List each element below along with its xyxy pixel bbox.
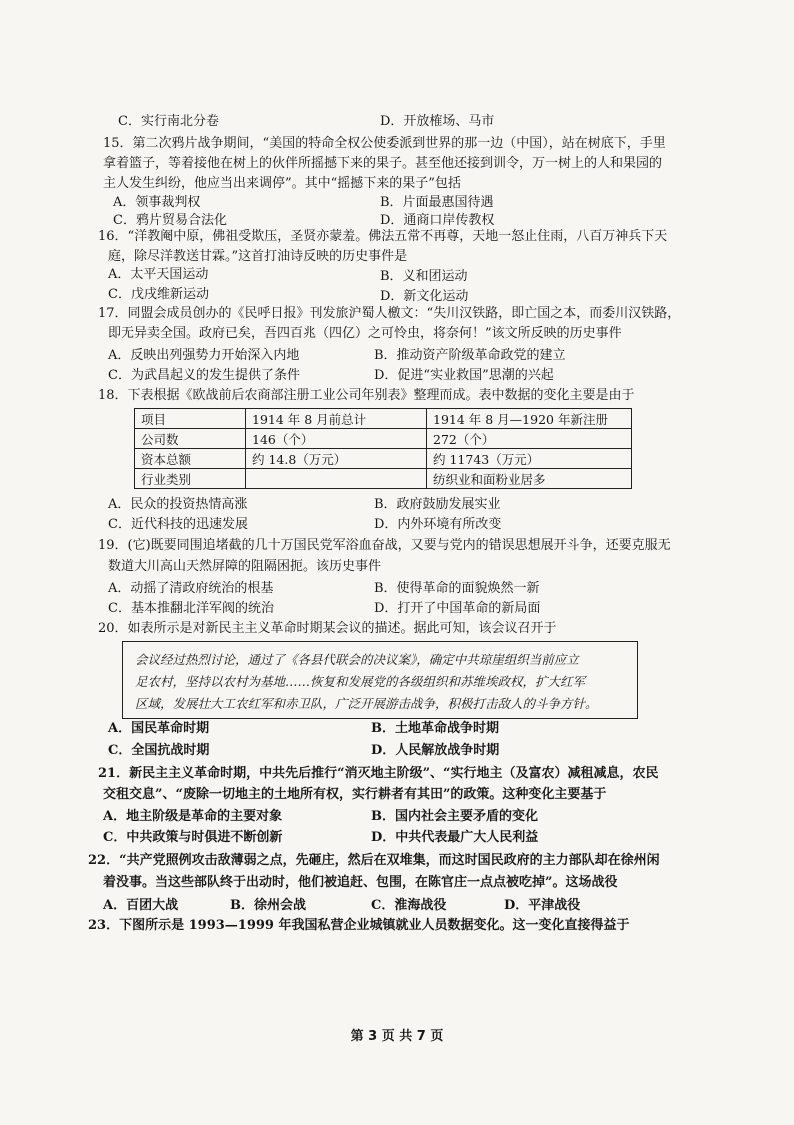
q22-option-a: A．百团大战 (103, 898, 179, 913)
q15-stem-line-3: 主人发生纠纷，他应当出来调停”。其中“摇撼下来的果子”包括 (103, 176, 461, 191)
table-cell: 公司数 (135, 429, 246, 449)
page-footer: 第 3 页 共 7 页 (350, 1029, 444, 1044)
q20-stem-line-1: 20．如表所示是对新民主主义革命时期某会议的描述。据此可知，该会议召开于 (98, 621, 557, 636)
table-cell: 行业类别 (135, 469, 246, 489)
q21-option-b: B．国内社会主要矛盾的变化 (371, 809, 538, 824)
q20-quote-line-3: 区域，发展壮大工农红军和赤卫队，广泛开展游击战争，积极打击敌人的斗争方针。 (135, 696, 598, 711)
q16-option-a: A．太平天国运动 (108, 267, 209, 282)
q22-stem-line-2: 着没事。当这些部队终于出动时，他们被追赶、包围，在陈官庄一点点被吃掉”。这场战役 (103, 875, 618, 890)
q19-option-c: C．基本推翻北洋军阀的统治 (108, 601, 274, 616)
q18-option-b: B．政府鼓励发展实业 (374, 497, 501, 512)
q17-option-a: A．反映出列强势力开始深入内地 (108, 348, 300, 363)
table-cell: 纺织业和面粉业居多 (427, 469, 632, 489)
q20-quote-line-1: 会议经过热烈讨论，通过了《各县代联会的决议案》，确定中共琼崖组织当前应立 (135, 652, 579, 667)
q15-option-a: A．领事裁判权 (113, 195, 201, 210)
q20-option-b: B．土地革命战争时期 (371, 721, 499, 736)
q19-option-d: D．打开了中国革命的新局面 (374, 601, 541, 616)
table-cell: 272（个） (427, 429, 632, 449)
q15-option-c: C．鸦片贸易合法化 (113, 213, 227, 228)
q14-option-c: C．实行南北分卷 (118, 114, 219, 129)
q22-stem-line-1: 22．“共产党照例攻击敌薄弱之点，先砸庄，然后在双堆集，而这时国民政府的主力部队却在徐州闲 (88, 853, 660, 868)
table-cell: 资本总额 (135, 449, 246, 469)
q20-quote-box (122, 641, 638, 719)
table-cell (246, 469, 427, 489)
table-cell: 约 11743（万元） (427, 449, 632, 469)
q18-data-table (134, 408, 632, 489)
q17-stem-line-2: 即无异卖全国。政府已矣，吾四百兆（四亿）之可怜虫，将奈何！”该文所反映的历史事件 (108, 326, 622, 341)
q17-option-d: D．促进“实业救国”思潮的兴起 (374, 368, 554, 383)
q20-option-d: D．人民解放战争时期 (371, 743, 500, 758)
table-header-cell: 项目 (135, 409, 246, 429)
table-row (135, 449, 632, 469)
q19-stem-line-2: 数道大川高山天然屏障的阻隔困扼。该历史事件 (108, 559, 382, 574)
table-row (135, 429, 632, 449)
table-cell: 约 14.8（万元） (246, 449, 427, 469)
q17-option-c: C．为武昌起义的发生提供了条件 (108, 368, 300, 383)
q15-option-d: D．通商口岸传教权 (380, 213, 495, 228)
q21-option-d: D．中共代表最广大人民利益 (371, 830, 539, 845)
q16-option-d: D．新文化运动 (380, 289, 469, 304)
q18-option-a: A．民众的投资热情高涨 (108, 497, 248, 512)
table-header-row (135, 409, 632, 429)
q22-option-b: B．徐州会战 (230, 898, 306, 913)
q20-option-a: A．国民革命时期 (108, 721, 210, 736)
q15-option-b: B．片面最惠国待遇 (380, 195, 494, 210)
q21-stem-line-1: 21．新民主主义革命时期，中共先后推行“消灭地主阶级”、“实行地主（及富农）减租减息，农民 (98, 766, 659, 781)
q16-option-b: B．义和团运动 (380, 269, 468, 284)
q23-stem-line-1: 23．下图所示是 1993—1999 年我国私营企业城镇就业人员数据变化。这一变化直接得益于 (88, 918, 630, 933)
q18-option-c: C．近代科技的迅速发展 (108, 517, 248, 532)
q17-stem-line-1: 17．同盟会成员创办的《民呼日报》刊发旅沪蜀人檄文：“失川汉铁路，即亡国之本，而委川汉铁路， (98, 306, 681, 321)
q18-stem-line-1: 18．下表根据《欧战前后农商部注册工业公司年别表》整理而成。表中数据的变化主要是由于 (98, 388, 635, 403)
table-row (135, 469, 632, 489)
q15-stem-line-1: 15．第二次鸦片战争期间，“美国的特命全权公使委派到世界的那一边（中国），站在树底下，手里 (103, 136, 666, 151)
q16-stem-line-2: 庭，除尽洋教送甘霖。”这首打油诗反映的历史事件是 (108, 249, 408, 264)
table-cell: 146（个） (246, 429, 427, 449)
q20-option-c: C．全国抗战时期 (108, 743, 210, 758)
table-header-cell: 1914 年 8 月前总计 (246, 409, 427, 429)
q21-stem-line-2: 交租交息”、“废除一切地主的土地所有权，实行耕者有其田”的政策。这种变化主要基于 (103, 787, 607, 802)
q20-quote-line-2: 足农村，坚持以农村为基地……恢复和发展党的各级组织和苏维埃政权，扩大红军 (135, 674, 586, 689)
q22-option-d: D．平津战役 (504, 898, 581, 913)
q18-option-d: D．内外环境有所改变 (374, 517, 502, 532)
q21-option-a: A．地主阶级是革命的主要对象 (103, 809, 283, 824)
q19-option-a: A．动摇了清政府统治的根基 (108, 581, 274, 596)
q16-stem-line-1: 16．“洋教阉中原，佛祖受欺压，圣贤亦蒙羞。佛法五常不再尊，天地一怒止住雨，八百万神兵下天 (98, 229, 668, 244)
q19-stem-line-1: 19．(它)既要同围追堵截的几十万国民党军浴血奋战，又要与党内的错误思想展开斗争，还要克服无 (98, 538, 671, 553)
q16-option-c: C．戊戌维新运动 (108, 287, 209, 302)
q22-option-c: C．淮海战役 (371, 898, 447, 913)
q21-option-c: C．中共政策与时俱进不断创新 (103, 830, 283, 845)
q15-stem-line-2: 拿着篮子，等着接他在树上的伙伴所摇撼下来的果子。甚至他还接到训令，万一树上的人和果园的 (103, 156, 663, 171)
q17-option-b: B．推动资产阶级革命政党的建立 (374, 348, 566, 363)
q19-option-b: B．使得革命的面貌焕然一新 (374, 581, 540, 596)
q14-option-d: D．开放榷场、马市 (380, 114, 495, 129)
table-header-cell: 1914 年 8 月—1920 年新注册 (427, 409, 632, 429)
